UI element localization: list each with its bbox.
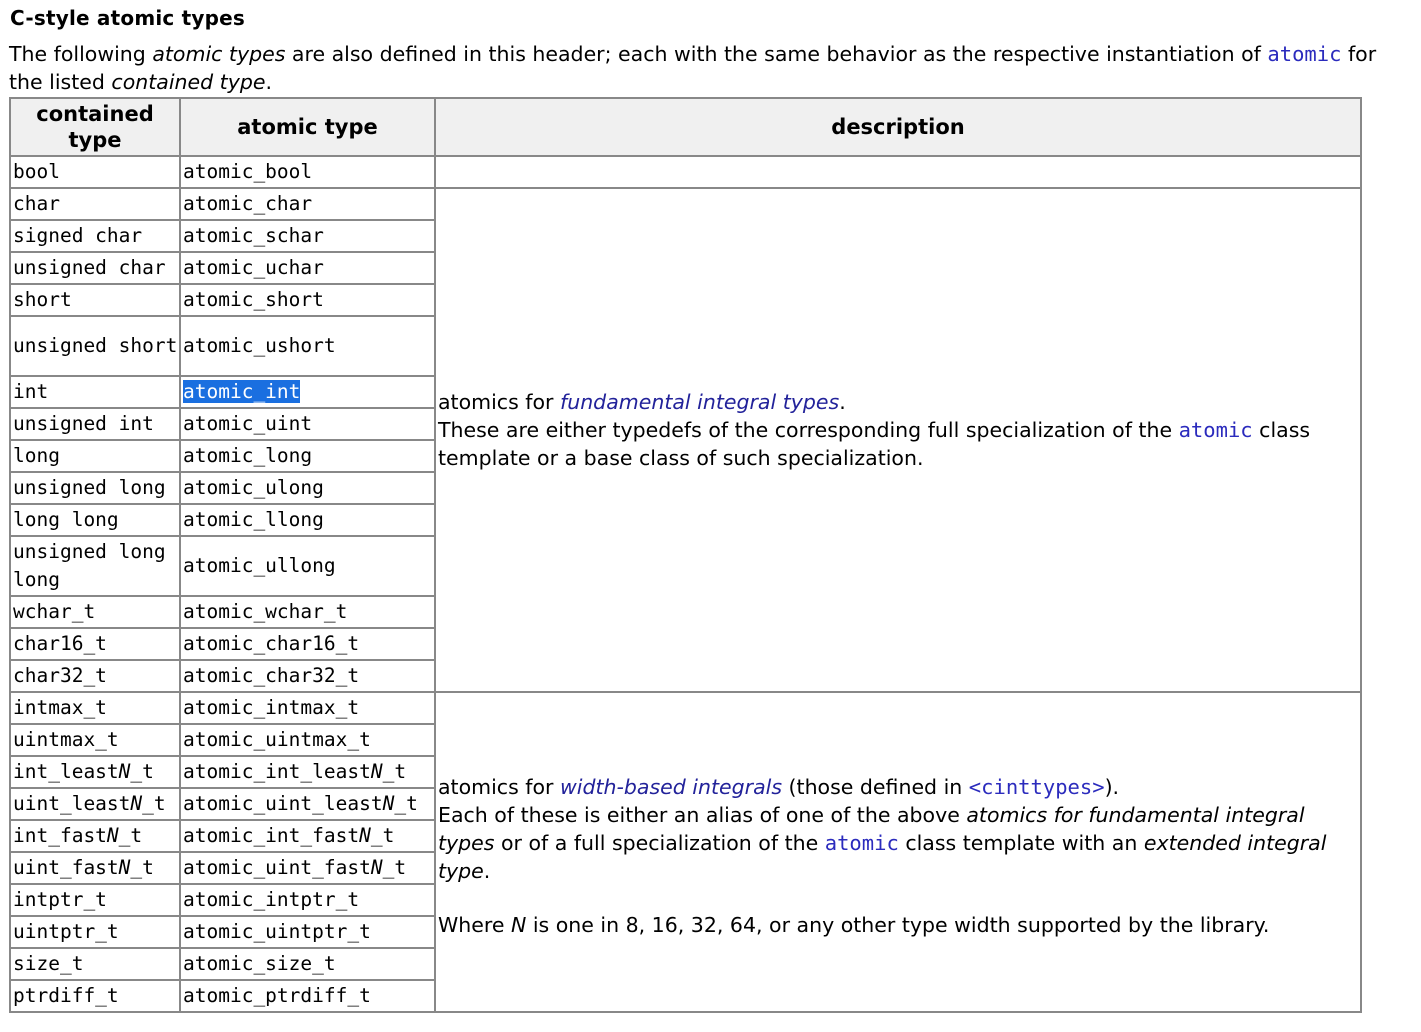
description-width-based-integrals: atomics for width-based integrals (those defined in <cinttypes>). Each of these is either an alias of one of the above atomics for fundamental integral types or of a full specialization of the atomic class template with an extended integral type. Where N is one in 8, 16, 32, 64, or any other type width supported by the library. (435, 692, 1361, 1012)
contained-type-cell: unsigned int (10, 408, 180, 440)
atomic-type-cell: atomic_uint_fastN_t (180, 852, 435, 884)
atomic-type-cell: atomic_bool (180, 156, 435, 188)
contained-type-cell: char32_t (10, 660, 180, 692)
atomic-link[interactable]: atomic (824, 831, 899, 855)
atomic-type-cell: atomic_ptrdiff_t (180, 980, 435, 1012)
section-title: C-style atomic types (10, 6, 246, 30)
description-integral-types: atomics for fundamental integral types. These are either typedefs of the corresponding full specialization of the atomic class template or a base class of such specialization. (435, 188, 1361, 692)
atomic-types-table (9, 97, 1362, 1013)
fundamental-integral-types-link[interactable]: fundamental integral types (559, 390, 840, 414)
atomic-type-cell: atomic_schar (180, 220, 435, 252)
atomic-type-cell: atomic_ushort (180, 316, 435, 376)
contained-type-cell: unsigned long (10, 472, 180, 504)
intro-paragraph: The following atomic types are also defined in this header; each with the same behavior as the respective instantiation of atomic for the listed contained type. (9, 42, 1377, 94)
atomic-type-cell: atomic_ullong (180, 536, 435, 596)
atomic-type-cell: atomic_ulong (180, 472, 435, 504)
atomic-type-cell: atomic_uint (180, 408, 435, 440)
table-row (10, 188, 1361, 220)
atomic-type-cell: atomic_uchar (180, 252, 435, 284)
atomic-type-cell: atomic_intmax_t (180, 692, 435, 724)
atomic-type-cell (180, 376, 435, 408)
contained-type-cell: size_t (10, 948, 180, 980)
atomic-type-cell: atomic_uintptr_t (180, 916, 435, 948)
table-header-row (10, 98, 1361, 156)
contained-type-cell: wchar_t (10, 596, 180, 628)
header-description: description (435, 98, 1361, 156)
contained-type-cell: int_fastN_t (10, 820, 180, 852)
contained-type-cell: char16_t (10, 628, 180, 660)
atomic-type-cell: atomic_int_leastN_t (180, 756, 435, 788)
contained-type-cell: uintptr_t (10, 916, 180, 948)
atomic-type-cell: atomic_short (180, 284, 435, 316)
description-cell-empty (435, 156, 1361, 188)
atomic-type-cell: atomic_char16_t (180, 628, 435, 660)
selected-text: atomic_int (183, 380, 301, 403)
contained-type-cell: unsigned short (10, 316, 180, 376)
atomic-type-cell: atomic_long (180, 440, 435, 472)
contained-type-cell: long long (10, 504, 180, 536)
contained-type-cell: short (10, 284, 180, 316)
header-atomic-type: atomic type (180, 98, 435, 156)
contained-type-cell: intptr_t (10, 884, 180, 916)
atomic-type-cell: atomic_llong (180, 504, 435, 536)
atomic-type-cell: atomic_wchar_t (180, 596, 435, 628)
contained-type-cell: unsigned char (10, 252, 180, 284)
width-based-integrals-link[interactable]: width-based integrals (559, 775, 783, 799)
atomic-type-cell: atomic_char32_t (180, 660, 435, 692)
atomic-type-cell: atomic_int_fastN_t (180, 820, 435, 852)
table-row (10, 156, 1361, 188)
atomic-type-cell: atomic_uintmax_t (180, 724, 435, 756)
atomic-type-cell: atomic_intptr_t (180, 884, 435, 916)
contained-type-cell: uint_fastN_t (10, 852, 180, 884)
table-row (10, 692, 1361, 724)
contained-type-cell: int (10, 376, 180, 408)
contained-type-cell: uintmax_t (10, 724, 180, 756)
contained-type-cell: uint_leastN_t (10, 788, 180, 820)
atomic-link[interactable]: atomic (1267, 42, 1342, 66)
contained-type-cell: char (10, 188, 180, 220)
contained-type-cell: intmax_t (10, 692, 180, 724)
cinttypes-link[interactable]: <cinttypes> (968, 775, 1105, 799)
contained-type-cell: signed char (10, 220, 180, 252)
atomic-type-cell: atomic_size_t (180, 948, 435, 980)
atomic-type-cell: atomic_uint_leastN_t (180, 788, 435, 820)
header-contained-type: contained type (10, 98, 180, 156)
contained-type-cell: unsigned long long (10, 536, 180, 596)
contained-type-cell: int_leastN_t (10, 756, 180, 788)
table-body (10, 156, 1361, 1012)
contained-type-cell: bool (10, 156, 180, 188)
atomic-link[interactable]: atomic (1178, 418, 1253, 442)
contained-type-cell: long (10, 440, 180, 472)
atomic-type-cell: atomic_char (180, 188, 435, 220)
contained-type-cell: ptrdiff_t (10, 980, 180, 1012)
